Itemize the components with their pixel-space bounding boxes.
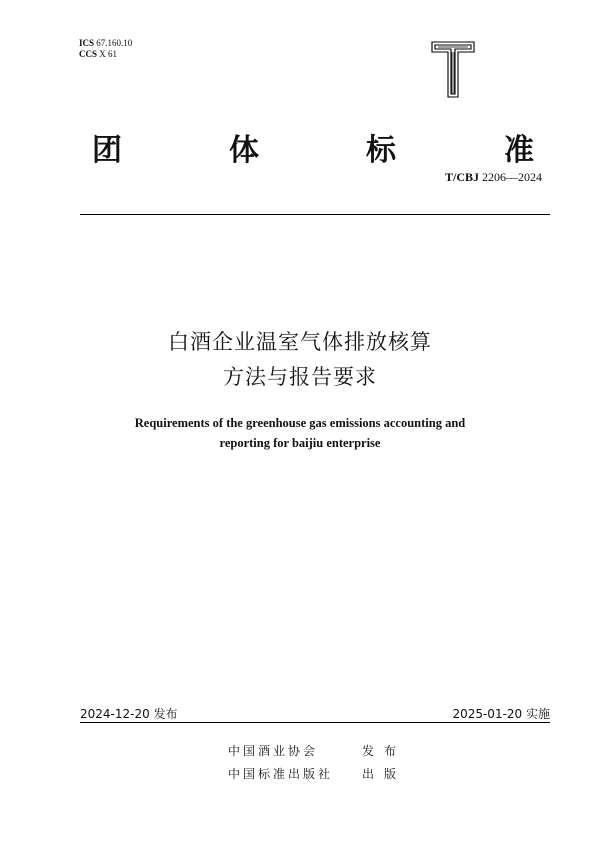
standard-type-char-2: 体 — [229, 133, 259, 168]
publisher-role: 出版 — [362, 767, 407, 781]
top-divider — [80, 214, 550, 215]
publishers — [228, 740, 428, 786]
standard-number — [445, 170, 542, 185]
publisher-role: 发布 — [362, 744, 407, 758]
standard-type-char-4: 准 — [504, 133, 534, 168]
english-title-line-1: Requirements of the greenhouse gas emissions accounting and — [134, 416, 466, 430]
publisher-row — [228, 763, 428, 786]
chinese-title-line-2: 方法与报告要求 — [223, 365, 377, 389]
english-title-line-2: reporting for baijiu enterprise — [219, 436, 381, 450]
logo-letter: T — [428, 40, 429, 41]
ccs-code: X 61 — [99, 49, 118, 59]
ics-row — [79, 38, 132, 49]
standard-type-char-1: 团 — [92, 133, 122, 168]
standard-type-char-3: 标 — [366, 133, 396, 168]
english-title — [0, 413, 600, 453]
implementation-date: 2025-01-20 实施 — [452, 707, 550, 721]
standard-number-code: 2206—2024 — [482, 170, 542, 184]
chinese-title — [0, 325, 600, 395]
publisher-org: 中国酒业协会 — [228, 744, 319, 758]
chinese-title-line-1: 白酒企业温室气体排放核算 — [168, 330, 432, 354]
publisher-org: 中国标准出版社 — [228, 767, 334, 781]
ics-label: ICS — [79, 38, 95, 48]
issue-date: 2024-12-20 发布 — [80, 707, 178, 721]
standard-type — [92, 125, 552, 168]
group-standard-logo — [428, 40, 478, 100]
publisher-row — [228, 740, 428, 763]
ccs-row — [79, 49, 132, 60]
classification-codes — [79, 38, 132, 60]
bottom-divider — [80, 722, 550, 723]
ccs-label: CCS — [79, 49, 98, 59]
ics-code: 67.160.10 — [96, 38, 133, 48]
standard-number-prefix: T/CBJ — [444, 170, 479, 184]
